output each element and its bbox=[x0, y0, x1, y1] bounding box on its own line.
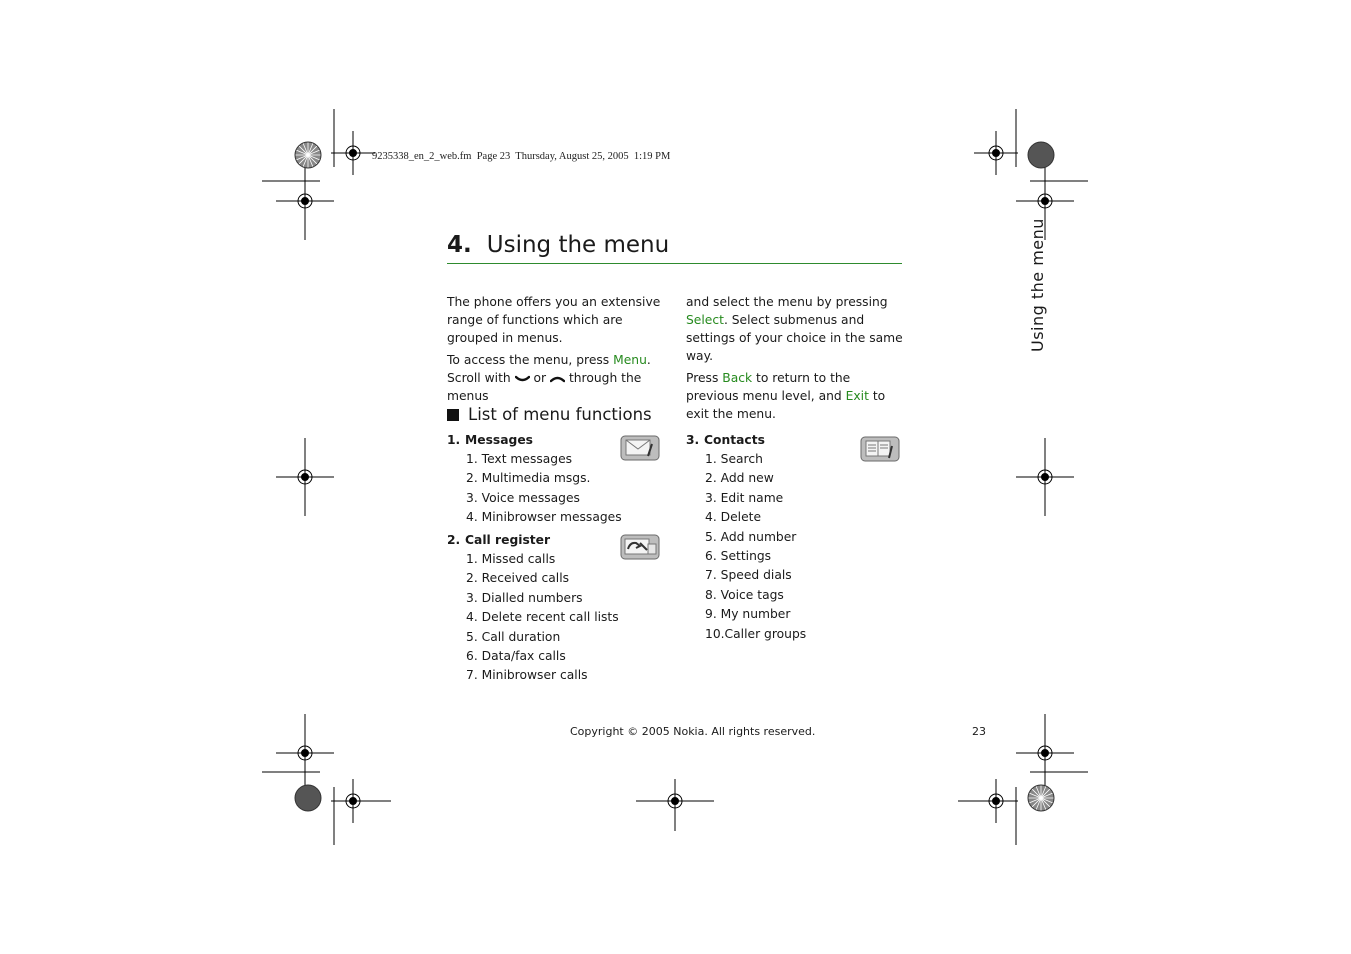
back-key-label: Back bbox=[722, 371, 753, 385]
intro-right-column bbox=[686, 293, 904, 427]
registration-target-top-left bbox=[331, 131, 375, 175]
list-item: 7. Speed dials bbox=[705, 568, 792, 583]
starburst-target-top-left bbox=[294, 141, 322, 169]
chapter-number: 4. bbox=[447, 232, 472, 258]
intro-paragraph-1: The phone offers you an extensive range of functions which are grouped in menus. bbox=[447, 295, 661, 345]
list-item: 1. Search bbox=[705, 452, 763, 466]
gray-patch-bottom-left bbox=[294, 784, 322, 812]
call-register-icon bbox=[620, 534, 660, 560]
section-bullet-square bbox=[447, 409, 459, 421]
registration-target-mid-right bbox=[1016, 438, 1074, 516]
list-item: 5. Call duration bbox=[466, 629, 561, 644]
select-key-label: Select bbox=[686, 313, 724, 327]
page-number: 23 bbox=[972, 725, 986, 738]
intro-paragraph-4: Press Back to return to the previous menu level, and Exit to exit the menu. bbox=[686, 371, 886, 421]
exit-key-label: Exit bbox=[845, 389, 869, 403]
registration-target-upper-left bbox=[276, 162, 334, 240]
envelope-icon bbox=[620, 435, 660, 461]
intro-left-column bbox=[447, 293, 669, 409]
list-item: 10.Caller groups bbox=[705, 626, 807, 641]
registration-target-top-right bbox=[974, 131, 1018, 175]
list-item: 4. Minibrowser messages bbox=[466, 510, 622, 525]
starburst-target-bottom-right bbox=[1027, 784, 1055, 812]
registration-target-bottom-left bbox=[331, 779, 391, 823]
registration-target-mid-left bbox=[276, 438, 334, 516]
list-item: 2. Multimedia msgs. bbox=[466, 471, 591, 486]
registration-target-bottom-center bbox=[636, 779, 714, 831]
list-item: 2. Received calls bbox=[466, 571, 570, 586]
intro-paragraph-3: and select the menu by pressing Select. Select submenus and settings of your choice in the same way. bbox=[686, 295, 903, 363]
list-item: 6. Settings bbox=[705, 548, 772, 563]
section-heading-text: List of menu functions bbox=[468, 405, 652, 424]
registration-target-lower-right bbox=[1016, 714, 1074, 792]
intro-paragraph-2: To access the menu, press Menu. Scroll with or through the menus bbox=[447, 353, 651, 403]
list-item: 3. Voice messages bbox=[466, 490, 580, 505]
list-item: 1. Missed calls bbox=[466, 552, 556, 566]
menu-key-label: Menu bbox=[613, 353, 647, 367]
side-tab-chapter-label: Using the menu bbox=[1028, 218, 1047, 352]
menu-heading-messages: 1. Messages bbox=[447, 433, 533, 447]
menu-heading-call-register: 2. Call register bbox=[447, 533, 551, 547]
list-item: 1. Text messages bbox=[466, 452, 573, 466]
menu-contacts bbox=[686, 430, 901, 644]
list-item: 3. Edit name bbox=[705, 490, 784, 505]
list-item: 7. Minibrowser calls bbox=[466, 668, 588, 683]
list-item: 4. Delete bbox=[705, 510, 762, 525]
registration-target-lower-left bbox=[276, 714, 334, 792]
list-item: 6. Data/fax calls bbox=[466, 648, 566, 663]
list-item: 2. Add new bbox=[705, 471, 774, 486]
menu-heading-contacts: 3. Contacts bbox=[686, 433, 765, 447]
list-item: 5. Add number bbox=[705, 529, 797, 544]
list-item: 4. Delete recent call lists bbox=[466, 610, 619, 625]
list-item: 8. Voice tags bbox=[705, 587, 784, 602]
list-item: 9. My number bbox=[705, 607, 791, 622]
contacts-book-icon bbox=[860, 436, 900, 462]
gray-patch-top-right bbox=[1027, 141, 1055, 169]
section-heading bbox=[447, 405, 652, 424]
chapter-title bbox=[447, 232, 902, 264]
scroll-up-icon bbox=[550, 375, 565, 383]
footer-copyright: Copyright © 2005 Nokia. All rights reserved. bbox=[570, 725, 816, 738]
registration-target-bottom-right bbox=[958, 779, 1018, 823]
list-item: 3. Dialled numbers bbox=[466, 590, 583, 605]
print-header-file-info: 9235338_en_2_web.fm Page 23 Thursday, August 25, 2005 1:19 PM bbox=[372, 151, 671, 162]
chapter-title-text: Using the menu bbox=[486, 232, 670, 258]
scroll-down-icon bbox=[515, 375, 530, 383]
